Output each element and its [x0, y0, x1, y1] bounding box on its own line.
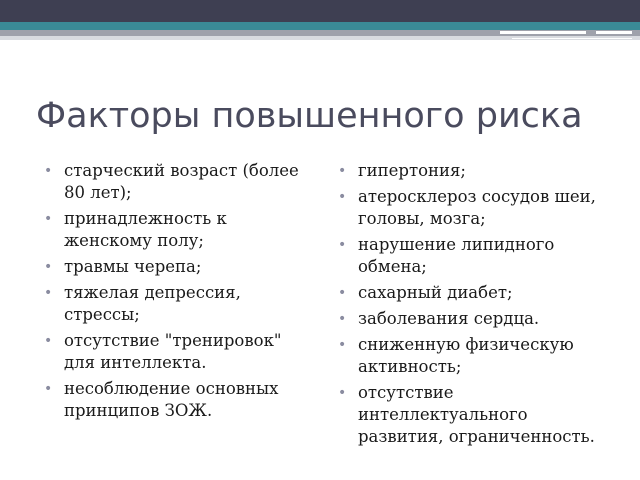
bullet-icon: •: [44, 163, 53, 179]
slide-title: Факторы повышенного риска: [36, 96, 583, 136]
list-item-text: несоблюдение основных принципов ЗОЖ.: [64, 379, 279, 420]
list-item-text: старческий возраст (более 80 лет);: [64, 161, 299, 202]
list-item-text: сниженную физическую активность;: [358, 335, 574, 376]
bullet-icon: •: [338, 237, 347, 253]
list-item-text: тяжелая депрессия, стрессы;: [64, 283, 241, 324]
list-item-text: гипертония;: [358, 161, 466, 180]
list-item: [44, 282, 314, 326]
bullet-icon: •: [338, 337, 347, 353]
bullet-icon: •: [338, 189, 347, 205]
header-accent-stripe: [500, 31, 586, 34]
list-item: [338, 382, 608, 448]
bullet-icon: •: [338, 285, 347, 301]
right-bullet-list: [338, 160, 608, 452]
header-accent-line: [512, 38, 632, 39]
header-band-teal: [0, 22, 640, 30]
bullet-icon: •: [44, 285, 53, 301]
list-item: [338, 282, 608, 304]
bullet-icon: •: [44, 381, 53, 397]
list-item-text: отсутствие "тренировок" для интеллекта.: [64, 331, 282, 372]
list-item: [44, 330, 314, 374]
left-bullet-list: [44, 160, 314, 426]
bullet-icon: •: [44, 259, 53, 275]
list-item-text: принадлежность к женскому полу;: [64, 209, 227, 250]
list-item-text: атеросклероз сосудов шеи, головы, мозга;: [358, 187, 596, 228]
list-item-text: отсутствие интеллектуального развития, ограниченность.: [358, 383, 595, 446]
list-item: [338, 186, 608, 230]
header-accent-stripe: [596, 31, 632, 34]
list-item: [44, 160, 314, 204]
list-item-text: заболевания сердца.: [358, 309, 540, 328]
list-item-text: травмы черепа;: [64, 257, 202, 276]
bullet-icon: •: [44, 211, 53, 227]
list-item-text: сахарный диабет;: [358, 283, 513, 302]
list-item: [338, 308, 608, 330]
list-item: [338, 334, 608, 378]
header-band-dark: [0, 0, 640, 22]
bullet-icon: •: [338, 163, 347, 179]
bullet-icon: •: [338, 311, 347, 327]
list-item: [44, 378, 314, 422]
list-item: [338, 234, 608, 278]
list-item: [338, 160, 608, 182]
bullet-icon: •: [44, 333, 53, 349]
list-item-text: нарушение липидного обмена;: [358, 235, 555, 276]
list-item: [44, 208, 314, 252]
bullet-icon: •: [338, 385, 347, 401]
list-item: [44, 256, 314, 278]
